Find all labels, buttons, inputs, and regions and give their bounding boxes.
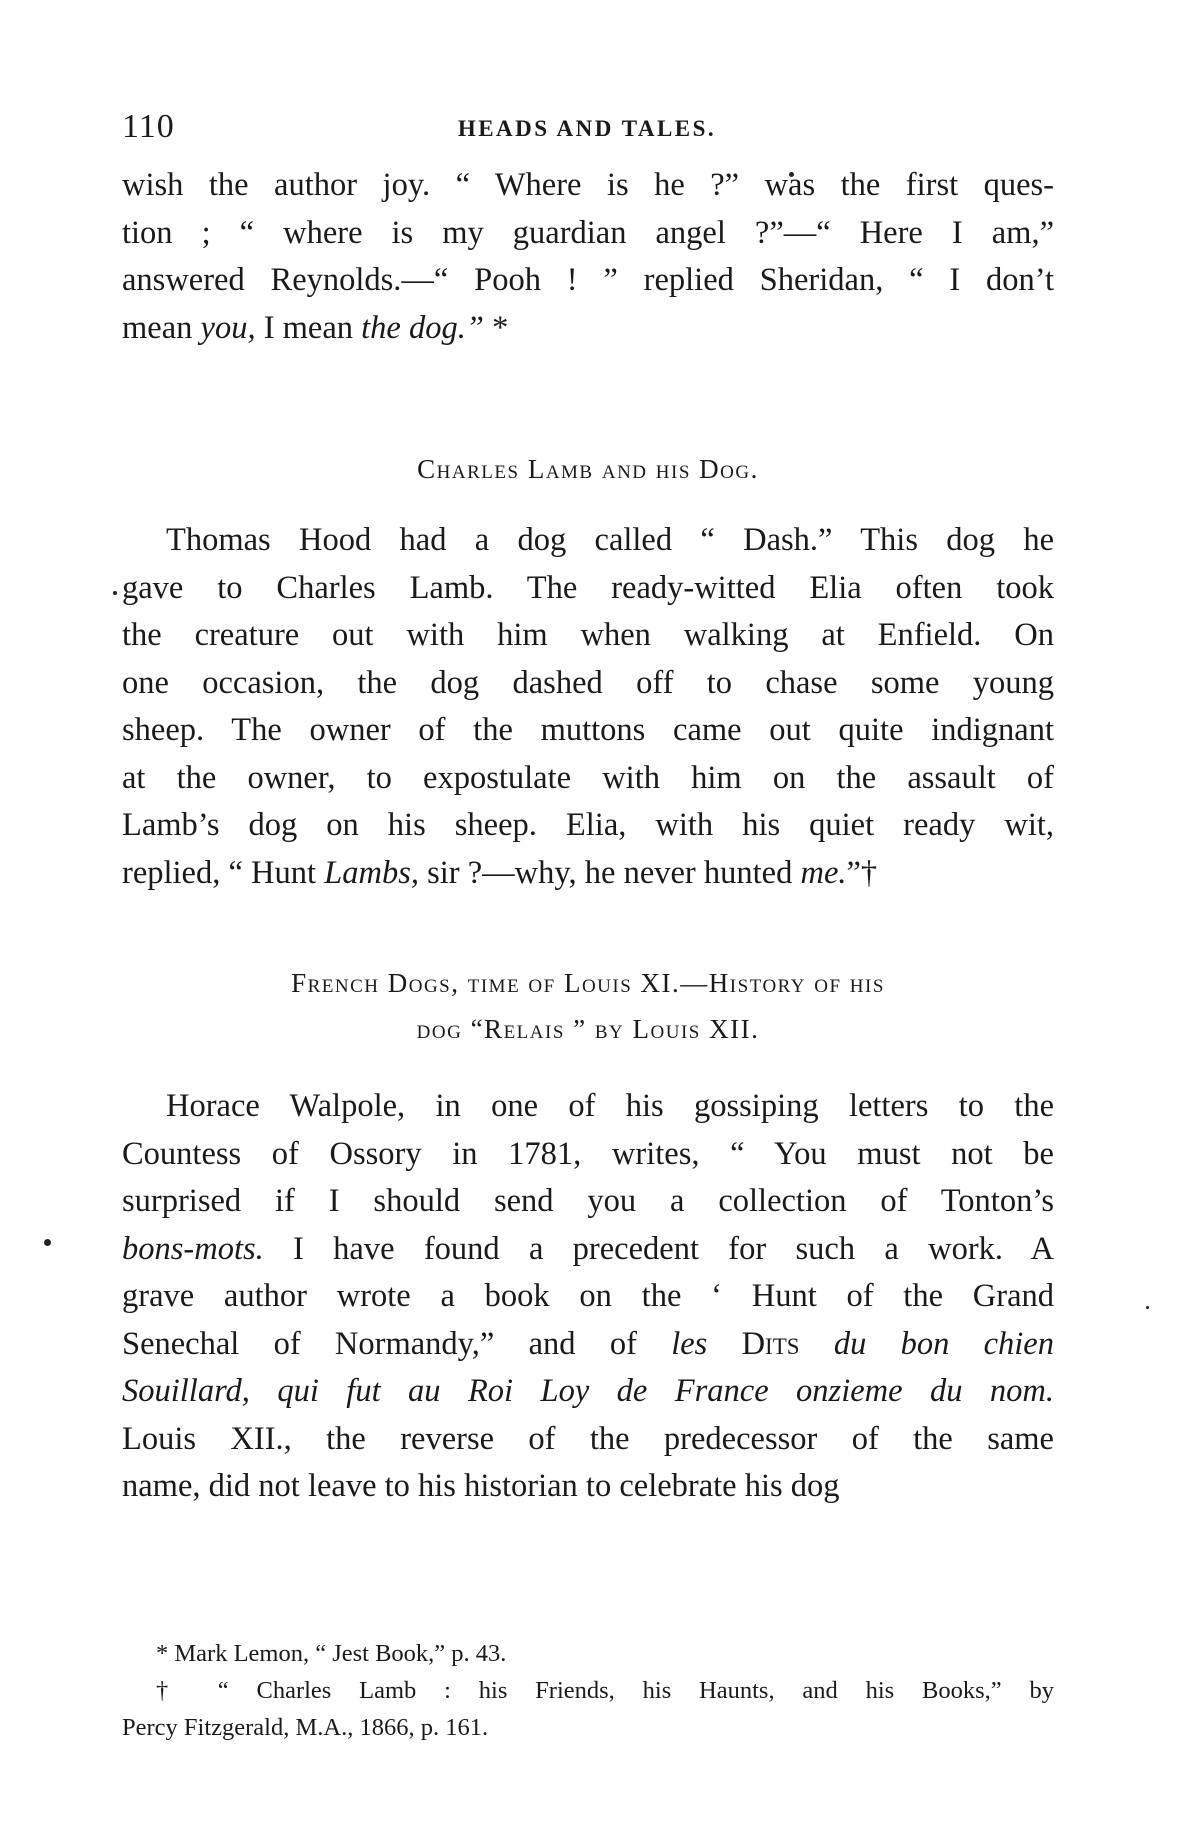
ink-speck: [1146, 1306, 1149, 1309]
ink-speck: [44, 1239, 51, 1246]
text-line: bons-mots. I have found a precedent for such a work. A: [122, 1230, 1054, 1267]
paragraph-sheridan: [122, 162, 1054, 352]
paragraph-walpole: [122, 1083, 1054, 1511]
section-heading-charles-lamb: [122, 446, 1054, 492]
text-line: Louis XII., the reverse of the predecessor of the same: [122, 1420, 1054, 1457]
text-line: grave author wrote a book on the ‘ Hunt of the Grand: [122, 1278, 1054, 1314]
text-line: Thomas Hood had a dog called “ Dash.” This dog he: [166, 522, 1054, 558]
section-heading-french-dogs: [122, 960, 1054, 1052]
text-line: replied, “ Hunt Lambs, sir ?—why, he never hunted me.”†: [122, 854, 878, 891]
ink-speck: [113, 591, 117, 595]
text-line: answered Reynolds.—“ Pooh ! ” replied Sheridan, “ I don’t: [122, 262, 1054, 298]
footnotes: [122, 1635, 1054, 1746]
text-line: the creature out with him when walking at Enfield. On: [122, 617, 1054, 653]
heading-line: dog “Relais ” by Louis XII.: [416, 1014, 760, 1044]
text-line: mean you, I mean the dog.” *: [122, 309, 509, 346]
text-line: gave to Charles Lamb. The ready-witted Elia often took: [122, 569, 1054, 606]
paragraph-charles-lamb: [122, 517, 1054, 897]
text-line: Horace Walpole, in one of his gossiping letters to the: [166, 1088, 1054, 1124]
footnote-1: * Mark Lemon, “ Jest Book,” p. 43.: [156, 1640, 507, 1667]
text-line: Lamb’s dog on his sheep. Elia, with his quiet ready wit,: [122, 807, 1054, 843]
footnote-2: † “ Charles Lamb : his Friends, his Haunts, and his Books,” by: [156, 1677, 1054, 1704]
text-line: tion ; “ where is my guardian angel ?”—“ Here I am,”: [122, 214, 1054, 251]
text-line: wish the author joy. “ Where is he ?” was the first ques-: [122, 167, 1054, 203]
text-line: surprised if I should send you a collection of Tonton’s: [122, 1183, 1054, 1219]
text-line: sheep. The owner of the muttons came out quite indignant: [122, 712, 1054, 748]
text-line: Countess of Ossory in 1781, writes, “ You must not be: [122, 1135, 1054, 1172]
text-line: at the owner, to expostulate with him on the assault of: [122, 759, 1054, 796]
page-number: 110: [122, 108, 175, 145]
text-line: Senechal of Normandy,” and of les Dits du bon chien: [122, 1325, 1054, 1362]
text-line: name, did not leave to his historian to celebrate his dog: [122, 1468, 840, 1504]
running-title: HEADS AND TALES.: [457, 116, 717, 141]
running-head: [122, 108, 1052, 158]
heading-line: French Dogs, time of Louis XI.—History of his: [291, 968, 885, 998]
footnote-2-continued: Percy Fitzgerald, M.A., 1866, p. 161.: [122, 1714, 489, 1741]
text-line: Souillard, qui fut au Roi Loy de France onzieme du nom.: [122, 1373, 1054, 1409]
heading-line: Charles Lamb and his Dog.: [417, 454, 759, 484]
text-line: one occasion, the dog dashed off to chase some young: [122, 664, 1054, 701]
